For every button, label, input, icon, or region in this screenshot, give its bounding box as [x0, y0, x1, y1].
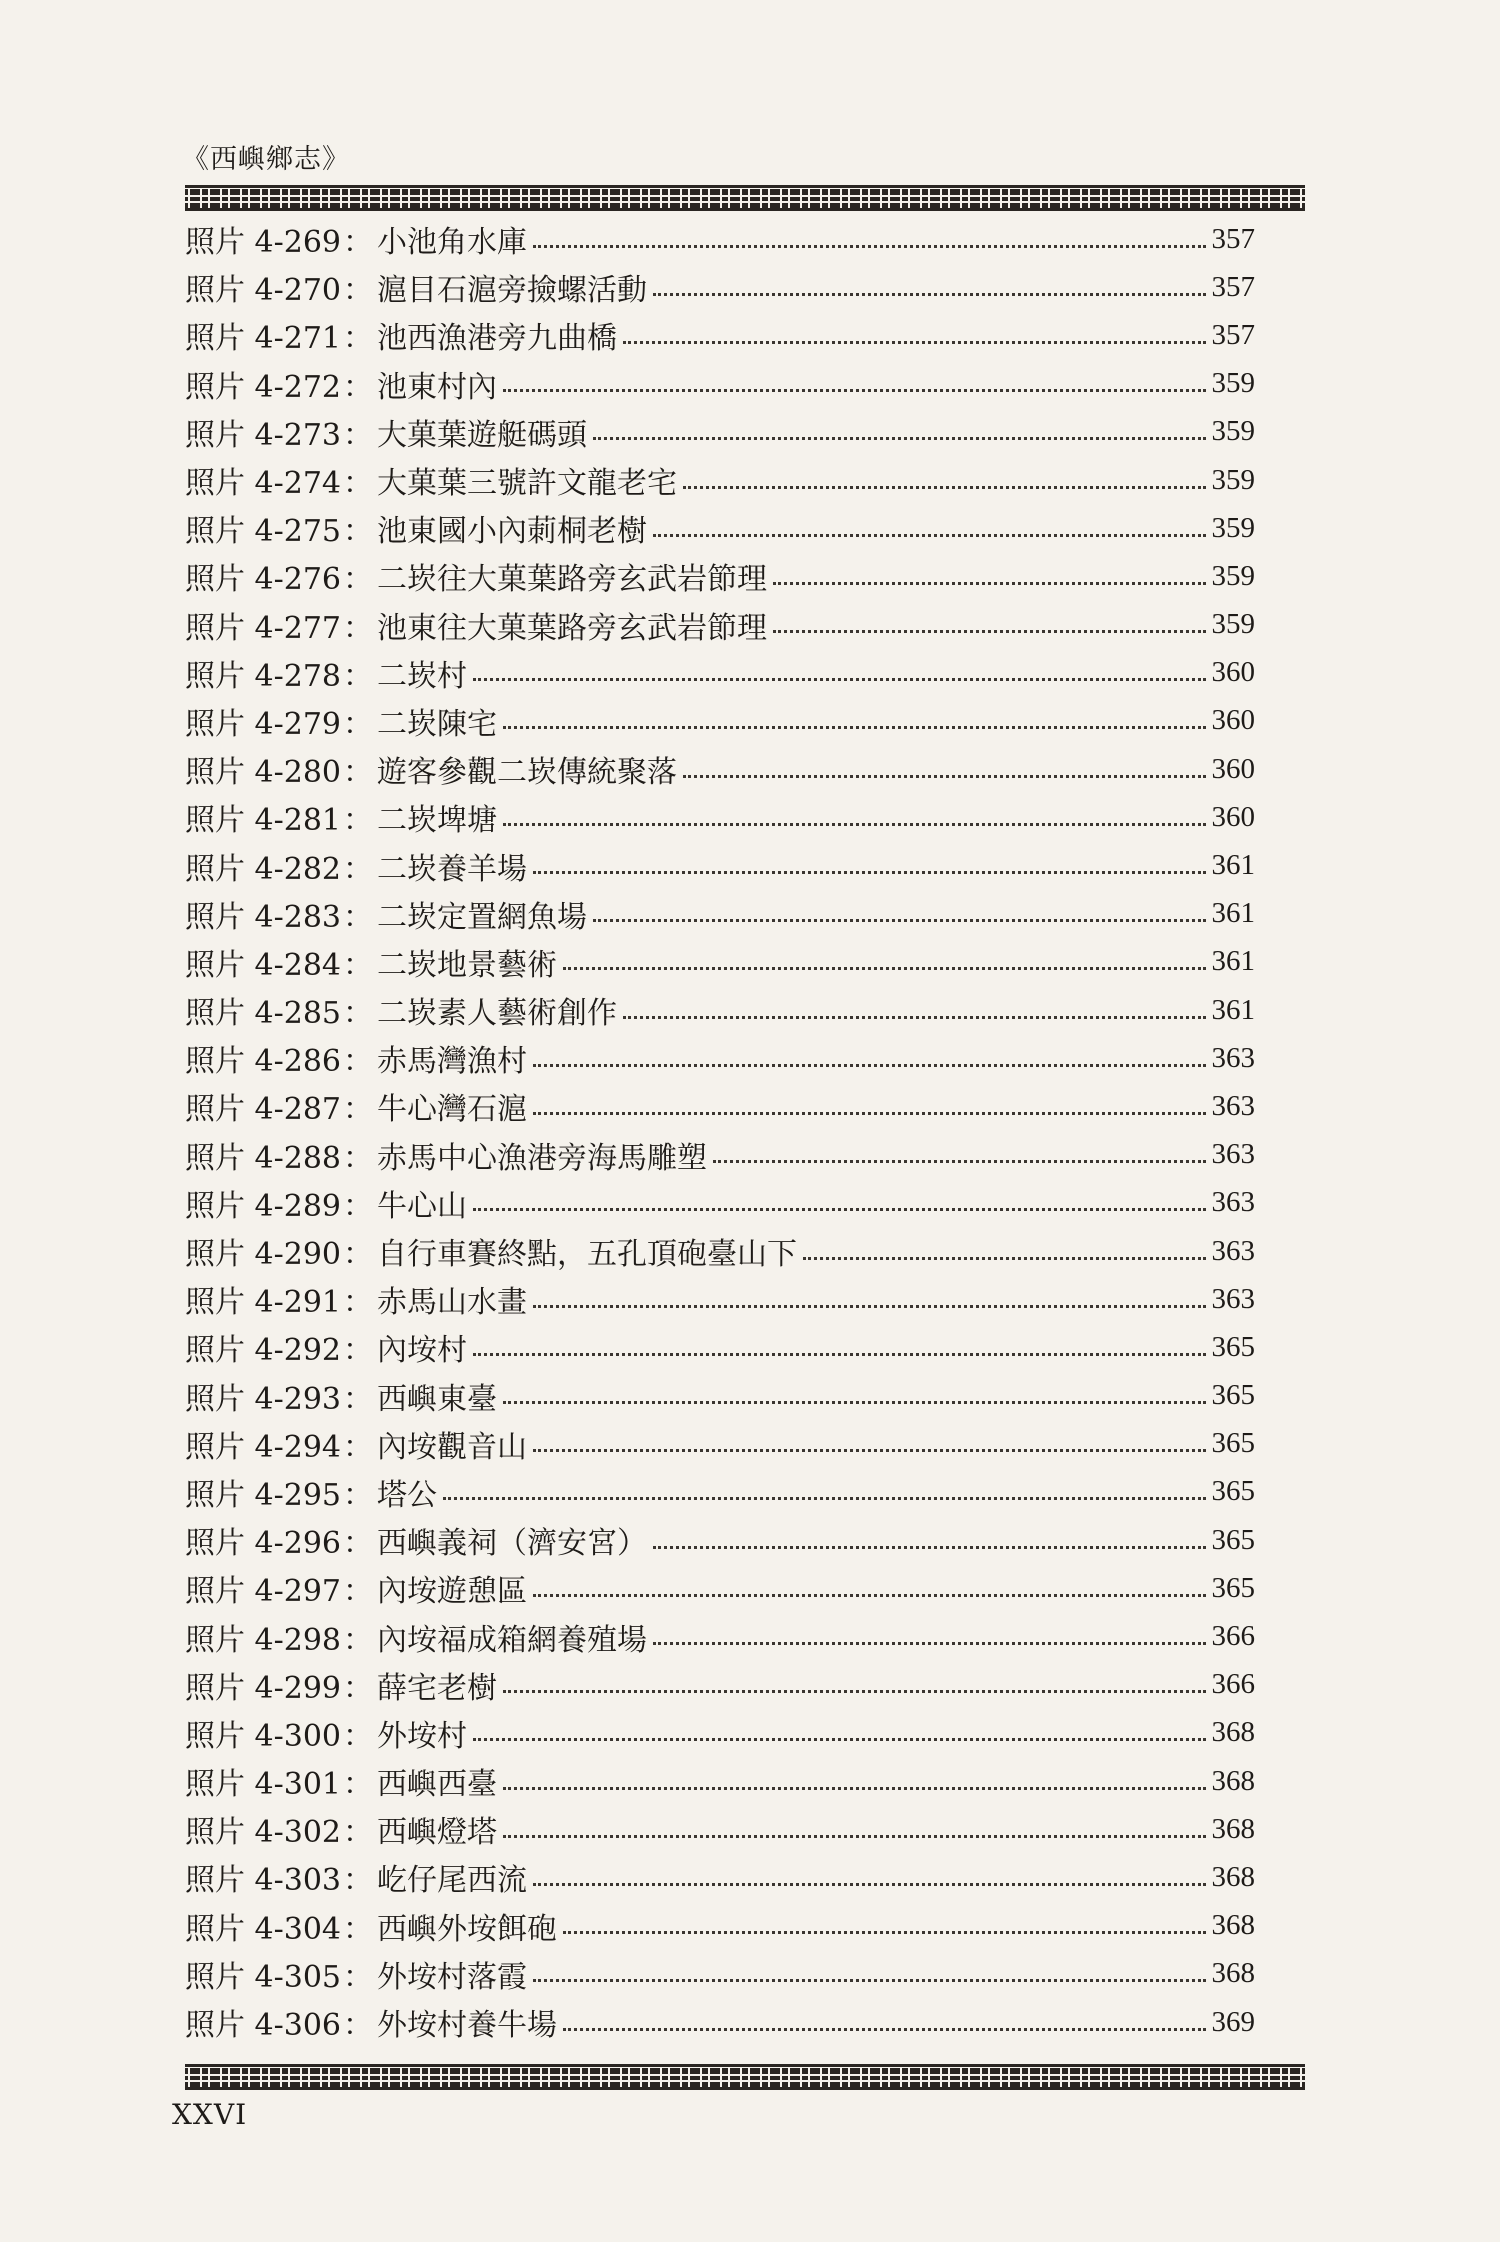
page-reference: 366	[1211, 1620, 1255, 1653]
separator: ：	[343, 1333, 374, 1369]
photo-caption: 二崁素人藝術創作	[377, 996, 618, 1032]
photo-label: 照片 4-269	[185, 225, 342, 261]
dot-leader	[473, 1353, 1205, 1356]
page-reference: 365	[1211, 1330, 1255, 1363]
photo-caption: 二崁定置網魚場	[377, 899, 588, 935]
list-item	[185, 1950, 1255, 1998]
separator: ：	[343, 1092, 374, 1128]
page-reference: 359	[1211, 415, 1255, 448]
photo-caption: 屹仔尾西流	[377, 1863, 528, 1899]
photo-label: 照片 4-280	[185, 755, 342, 791]
page-reference: 368	[1211, 1860, 1255, 1893]
dot-leader	[533, 1883, 1205, 1886]
separator: ：	[343, 1237, 374, 1273]
photo-label: 照片 4-289	[185, 1188, 342, 1224]
list-item	[185, 841, 1255, 889]
dot-leader	[593, 437, 1205, 440]
page-reference: 365	[1211, 1475, 1255, 1508]
separator: ：	[343, 562, 374, 598]
separator: ：	[343, 1767, 374, 1803]
photo-label: 照片 4-295	[185, 1477, 342, 1513]
page-reference: 368	[1211, 1909, 1255, 1942]
photo-caption: 薛宅老樹	[377, 1670, 498, 1706]
separator: ：	[343, 1815, 374, 1851]
list-item	[185, 1034, 1255, 1082]
photo-label: 照片 4-305	[185, 1959, 342, 1995]
photo-caption: 二崁往大菓葉路旁玄武岩節理	[377, 562, 768, 598]
photo-label: 照片 4-291	[185, 1285, 342, 1321]
photo-label: 照片 4-297	[185, 1574, 342, 1610]
photo-label: 照片 4-273	[185, 417, 342, 453]
separator: ：	[343, 851, 374, 887]
photo-caption: 西嶼西臺	[377, 1767, 498, 1803]
list-item	[185, 1516, 1255, 1564]
dot-leader	[503, 726, 1205, 729]
photo-label: 照片 4-301	[185, 1767, 342, 1803]
photo-label: 照片 4-285	[185, 996, 342, 1032]
page-reference: 366	[1211, 1668, 1255, 1701]
page-reference: 357	[1211, 222, 1255, 255]
photo-caption: 池東往大菓葉路旁玄武岩節理	[377, 610, 768, 646]
separator: ：	[343, 1285, 374, 1321]
separator: ：	[343, 514, 374, 550]
list-item	[185, 1998, 1255, 2046]
photo-label: 照片 4-302	[185, 1815, 342, 1851]
page-reference: 363	[1211, 1089, 1255, 1122]
page-reference: 361	[1211, 849, 1255, 882]
page-reference: 361	[1211, 945, 1255, 978]
photo-label: 照片 4-286	[185, 1044, 342, 1080]
dot-leader	[593, 919, 1205, 922]
photo-label: 照片 4-306	[185, 2008, 342, 2044]
page-reference: 365	[1211, 1571, 1255, 1604]
dot-leader	[533, 1449, 1205, 1452]
list-item	[185, 1612, 1255, 1660]
dot-leader	[473, 678, 1205, 681]
photo-label: 照片 4-284	[185, 947, 342, 983]
dot-leader	[683, 486, 1205, 489]
separator: ：	[343, 1622, 374, 1658]
list-item	[185, 1131, 1255, 1179]
dot-leader	[473, 1738, 1205, 1741]
photo-caption: 外垵村	[377, 1718, 468, 1754]
list-item	[185, 745, 1255, 793]
list-item	[185, 1420, 1255, 1468]
dot-leader	[713, 1160, 1205, 1163]
list-item	[185, 1902, 1255, 1950]
photo-caption: 池東村內	[377, 369, 498, 405]
dot-leader	[563, 967, 1205, 970]
separator: ：	[343, 1911, 374, 1947]
dot-leader	[773, 582, 1205, 585]
photo-caption: 赤馬中心漁港旁海馬雕塑	[377, 1140, 708, 1176]
page-reference: 357	[1211, 270, 1255, 303]
photo-caption: 大菓葉三號許文龍老宅	[377, 466, 678, 502]
page-reference: 363	[1211, 1138, 1255, 1171]
dot-leader	[473, 1208, 1205, 1211]
dot-leader	[533, 871, 1205, 874]
photo-label: 照片 4-298	[185, 1622, 342, 1658]
separator: ：	[343, 1044, 374, 1080]
separator: ：	[343, 369, 374, 405]
photo-caption: 二崁埤塘	[377, 803, 498, 839]
page-number: XXVI	[172, 2098, 248, 2131]
photo-caption: 內垵遊憩區	[377, 1574, 528, 1610]
list-item	[185, 1805, 1255, 1853]
photo-caption: 二崁地景藝術	[377, 947, 558, 983]
list-item	[185, 649, 1255, 697]
photo-label: 照片 4-283	[185, 899, 342, 935]
photo-label: 照片 4-303	[185, 1863, 342, 1899]
dot-leader	[653, 1546, 1205, 1549]
dot-leader	[503, 1401, 1205, 1404]
dot-leader	[503, 389, 1205, 392]
photo-label: 照片 4-279	[185, 706, 342, 742]
page-reference: 363	[1211, 1186, 1255, 1219]
dot-leader	[533, 1112, 1205, 1115]
separator: ：	[343, 2008, 374, 2044]
photo-caption: 內垵村	[377, 1333, 468, 1369]
photo-label: 照片 4-292	[185, 1333, 342, 1369]
dot-leader	[683, 775, 1205, 778]
photo-label: 照片 4-282	[185, 851, 342, 887]
list-item	[185, 1709, 1255, 1757]
photo-caption: 赤馬灣漁村	[377, 1044, 528, 1080]
page-reference: 359	[1211, 608, 1255, 641]
page-reference: 360	[1211, 704, 1255, 737]
dot-leader	[533, 1979, 1205, 1982]
photo-caption: 大菓葉遊艇碼頭	[377, 417, 588, 453]
separator: ：	[343, 1863, 374, 1899]
list-item	[185, 601, 1255, 649]
photo-label: 照片 4-278	[185, 658, 342, 694]
dot-leader	[653, 534, 1205, 537]
photo-label: 照片 4-281	[185, 803, 342, 839]
page-reference: 365	[1211, 1379, 1255, 1412]
dot-leader	[803, 1257, 1205, 1260]
book-title-header: 《西嶼鄉志》	[182, 144, 350, 175]
list-item	[185, 793, 1255, 841]
photo-caption: 西嶼燈塔	[377, 1815, 498, 1851]
separator: ：	[343, 417, 374, 453]
page-reference: 363	[1211, 1234, 1255, 1267]
page-reference: 368	[1211, 1716, 1255, 1749]
photo-caption: 二崁陳宅	[377, 706, 498, 742]
separator: ：	[343, 706, 374, 742]
list-item	[185, 697, 1255, 745]
separator: ：	[343, 1718, 374, 1754]
separator: ：	[343, 1574, 374, 1610]
list-item	[185, 360, 1255, 408]
separator: ：	[343, 658, 374, 694]
separator: ：	[343, 1429, 374, 1465]
photo-label: 照片 4-296	[185, 1526, 342, 1562]
photo-caption: 滬目石滬旁撿螺活動	[377, 273, 648, 309]
list-item	[185, 408, 1255, 456]
separator: ：	[343, 1188, 374, 1224]
page-reference: 365	[1211, 1427, 1255, 1460]
list-item	[185, 1275, 1255, 1323]
list-item	[185, 938, 1255, 986]
page-reference: 363	[1211, 1041, 1255, 1074]
photo-caption: 池西漁港旁九曲橋	[377, 321, 618, 357]
photo-caption: 西嶼東臺	[377, 1381, 498, 1417]
separator: ：	[343, 321, 374, 357]
dot-leader	[503, 1835, 1205, 1838]
photo-label: 照片 4-287	[185, 1092, 342, 1128]
photo-label: 照片 4-272	[185, 369, 342, 405]
photo-caption: 二崁村	[377, 658, 468, 694]
photo-caption: 池東國小內莿桐老樹	[377, 514, 648, 550]
photo-label: 照片 4-293	[185, 1381, 342, 1417]
separator: ：	[343, 225, 374, 261]
decorative-border-bottom	[185, 2064, 1305, 2090]
separator: ：	[343, 947, 374, 983]
photo-label: 照片 4-304	[185, 1911, 342, 1947]
photo-caption: 外垵村落霞	[377, 1959, 528, 1995]
dot-leader	[653, 1642, 1205, 1645]
page-reference: 359	[1211, 463, 1255, 496]
photo-label: 照片 4-299	[185, 1670, 342, 1706]
dot-leader	[623, 341, 1205, 344]
list-item	[185, 1179, 1255, 1227]
separator: ：	[343, 803, 374, 839]
photo-caption: 牛心山	[377, 1188, 468, 1224]
photo-caption: 赤馬山水畫	[377, 1285, 528, 1321]
list-item	[185, 1227, 1255, 1275]
separator: ：	[343, 1381, 374, 1417]
separator: ：	[343, 610, 374, 646]
list-item	[185, 215, 1255, 263]
photo-label: 照片 4-294	[185, 1429, 342, 1465]
photo-caption: 小池角水庫	[377, 225, 528, 261]
photo-label: 照片 4-288	[185, 1140, 342, 1176]
page-reference: 359	[1211, 559, 1255, 592]
photo-caption: 內垵觀音山	[377, 1429, 528, 1465]
dot-leader	[533, 1064, 1205, 1067]
photo-caption: 外垵村養牛場	[377, 2008, 558, 2044]
dot-leader	[563, 1931, 1205, 1934]
list-item	[185, 1082, 1255, 1130]
dot-leader	[653, 293, 1205, 296]
photo-label: 照片 4-276	[185, 562, 342, 598]
separator: ：	[343, 1477, 374, 1513]
photo-caption: 遊客參觀二崁傳統聚落	[377, 755, 678, 791]
dot-leader	[533, 1594, 1205, 1597]
photo-index-list	[185, 215, 1255, 2046]
photo-label: 照片 4-274	[185, 466, 342, 502]
photo-label: 照片 4-275	[185, 514, 342, 550]
dot-leader	[503, 823, 1205, 826]
list-item	[185, 311, 1255, 359]
dot-leader	[443, 1497, 1205, 1500]
page-reference: 369	[1211, 2005, 1255, 2038]
page-reference: 359	[1211, 511, 1255, 544]
dot-leader	[503, 1690, 1205, 1693]
separator: ：	[343, 1670, 374, 1706]
separator: ：	[343, 1140, 374, 1176]
list-item	[185, 552, 1255, 600]
separator: ：	[343, 1959, 374, 1995]
photo-caption: 二崁養羊場	[377, 851, 528, 887]
dot-leader	[563, 2028, 1205, 2031]
photo-caption: 西嶼義祠（濟安宮）	[377, 1526, 648, 1562]
list-item	[185, 456, 1255, 504]
photo-caption: 自行車賽終點，五孔頂砲臺山下	[377, 1237, 798, 1273]
separator: ：	[343, 273, 374, 309]
photo-label: 照片 4-277	[185, 610, 342, 646]
photo-caption: 塔公	[377, 1477, 438, 1513]
dot-leader	[503, 1787, 1205, 1790]
photo-caption: 內垵福成箱網養殖場	[377, 1622, 648, 1658]
dot-leader	[773, 630, 1205, 633]
list-item	[185, 263, 1255, 311]
page-reference: 368	[1211, 1957, 1255, 1990]
page-reference: 360	[1211, 752, 1255, 785]
separator: ：	[343, 1526, 374, 1562]
page-reference: 360	[1211, 656, 1255, 689]
separator: ：	[343, 466, 374, 502]
list-item	[185, 1468, 1255, 1516]
page-reference: 359	[1211, 367, 1255, 400]
list-item	[185, 504, 1255, 552]
photo-label: 照片 4-271	[185, 321, 342, 357]
list-item	[185, 1661, 1255, 1709]
page-reference: 357	[1211, 318, 1255, 351]
dot-leader	[533, 245, 1205, 248]
page-reference: 363	[1211, 1282, 1255, 1315]
page-reference: 361	[1211, 993, 1255, 1026]
dot-leader	[533, 1305, 1205, 1308]
list-item	[185, 1757, 1255, 1805]
dot-leader	[623, 1016, 1205, 1019]
separator: ：	[343, 755, 374, 791]
photo-caption: 西嶼外垵餌砲	[377, 1911, 558, 1947]
separator: ：	[343, 996, 374, 1032]
list-item	[185, 1372, 1255, 1420]
list-item	[185, 1853, 1255, 1901]
photo-caption: 牛心灣石滬	[377, 1092, 528, 1128]
page-reference: 368	[1211, 1764, 1255, 1797]
list-item	[185, 1564, 1255, 1612]
list-item	[185, 986, 1255, 1034]
decorative-border-top	[185, 185, 1305, 211]
list-item	[185, 1323, 1255, 1371]
page-reference: 361	[1211, 897, 1255, 930]
photo-label: 照片 4-270	[185, 273, 342, 309]
list-item	[185, 890, 1255, 938]
page-reference: 365	[1211, 1523, 1255, 1556]
separator: ：	[343, 899, 374, 935]
photo-label: 照片 4-300	[185, 1718, 342, 1754]
photo-label: 照片 4-290	[185, 1237, 342, 1273]
page-reference: 368	[1211, 1812, 1255, 1845]
page-reference: 360	[1211, 800, 1255, 833]
